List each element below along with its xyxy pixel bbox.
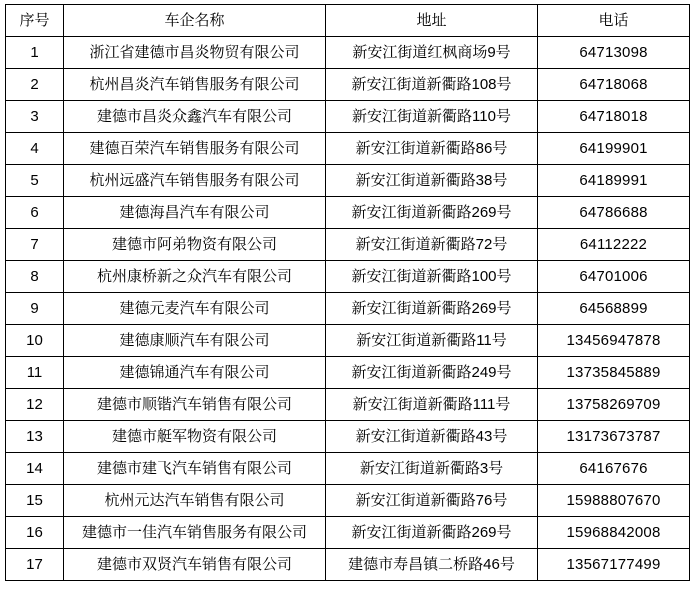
cell-phone: 64189991 [538, 165, 690, 197]
cell-company-name: 浙江省建德市昌炎物贸有限公司 [64, 37, 326, 69]
cell-index: 11 [6, 357, 64, 389]
table-row [6, 389, 690, 421]
cell-index: 7 [6, 229, 64, 261]
column-header-phone: 电话 [538, 5, 690, 37]
cell-index: 13 [6, 421, 64, 453]
cell-index: 14 [6, 453, 64, 485]
cell-address: 新安江街道新衢路38号 [326, 165, 538, 197]
cell-company-name: 建德海昌汽车有限公司 [64, 197, 326, 229]
cell-company-name: 建德市双贤汽车销售有限公司 [64, 549, 326, 581]
cell-phone: 13456947878 [538, 325, 690, 357]
cell-company-name: 建德市建飞汽车销售有限公司 [64, 453, 326, 485]
cell-address: 新安江街道新衢路72号 [326, 229, 538, 261]
cell-company-name: 杭州远盛汽车销售服务有限公司 [64, 165, 326, 197]
cell-phone: 64718068 [538, 69, 690, 101]
cell-index: 3 [6, 101, 64, 133]
column-header-company-name: 车企名称 [64, 5, 326, 37]
cell-phone: 64199901 [538, 133, 690, 165]
table-row [6, 133, 690, 165]
cell-index: 17 [6, 549, 64, 581]
table-row [6, 197, 690, 229]
cell-company-name: 建德市顺锴汽车销售有限公司 [64, 389, 326, 421]
table-header-row [6, 5, 690, 37]
cell-company-name: 建德市一佳汽车销售服务有限公司 [64, 517, 326, 549]
cell-address: 新安江街道新衢路11号 [326, 325, 538, 357]
cell-company-name: 建德市昌炎众鑫汽车有限公司 [64, 101, 326, 133]
cell-index: 10 [6, 325, 64, 357]
cell-company-name: 建德锦通汽车有限公司 [64, 357, 326, 389]
cell-index: 12 [6, 389, 64, 421]
cell-address: 新安江街道新衢路269号 [326, 293, 538, 325]
cell-address: 新安江街道新衢路110号 [326, 101, 538, 133]
cell-address: 新安江街道新衢路108号 [326, 69, 538, 101]
table-row [6, 101, 690, 133]
cell-phone: 64718018 [538, 101, 690, 133]
cell-phone: 13735845889 [538, 357, 690, 389]
cell-index: 8 [6, 261, 64, 293]
cell-address: 新安江街道红枫商场9号 [326, 37, 538, 69]
cell-address: 新安江街道新衢路100号 [326, 261, 538, 293]
cell-company-name: 杭州元达汽车销售有限公司 [64, 485, 326, 517]
cell-index: 9 [6, 293, 64, 325]
cell-company-name: 杭州康桥新之众汽车有限公司 [64, 261, 326, 293]
cell-index: 1 [6, 37, 64, 69]
cell-address: 新安江街道新衢路269号 [326, 197, 538, 229]
cell-phone: 15988807670 [538, 485, 690, 517]
cell-address: 新安江街道新衢路43号 [326, 421, 538, 453]
cell-company-name: 建德元麦汽车有限公司 [64, 293, 326, 325]
table-row [6, 69, 690, 101]
cell-phone: 64568899 [538, 293, 690, 325]
cell-phone: 13567177499 [538, 549, 690, 581]
table-row [6, 485, 690, 517]
cell-phone: 64786688 [538, 197, 690, 229]
cell-index: 4 [6, 133, 64, 165]
cell-phone: 13173673787 [538, 421, 690, 453]
table-row [6, 325, 690, 357]
table-row [6, 453, 690, 485]
table-row [6, 293, 690, 325]
table-row [6, 261, 690, 293]
cell-address: 新安江街道新衢路249号 [326, 357, 538, 389]
cell-address: 新安江街道新衢路76号 [326, 485, 538, 517]
cell-index: 16 [6, 517, 64, 549]
cell-address: 新安江街道新衢路3号 [326, 453, 538, 485]
cell-index: 5 [6, 165, 64, 197]
cell-phone: 64713098 [538, 37, 690, 69]
table-row [6, 517, 690, 549]
dealer-table [5, 4, 690, 581]
table-body [6, 37, 690, 581]
table-row [6, 549, 690, 581]
cell-phone: 13758269709 [538, 389, 690, 421]
cell-company-name: 建德市阿弟物资有限公司 [64, 229, 326, 261]
cell-company-name: 建德百荣汽车销售服务有限公司 [64, 133, 326, 165]
cell-address: 新安江街道新衢路269号 [326, 517, 538, 549]
cell-address: 新安江街道新衢路86号 [326, 133, 538, 165]
cell-phone: 15968842008 [538, 517, 690, 549]
cell-phone: 64112222 [538, 229, 690, 261]
table-row [6, 357, 690, 389]
cell-address: 新安江街道新衢路111号 [326, 389, 538, 421]
cell-address: 建德市寿昌镇二桥路46号 [326, 549, 538, 581]
column-header-address: 地址 [326, 5, 538, 37]
cell-phone: 64701006 [538, 261, 690, 293]
table-row [6, 165, 690, 197]
table-row [6, 229, 690, 261]
cell-company-name: 杭州昌炎汽车销售服务有限公司 [64, 69, 326, 101]
cell-index: 6 [6, 197, 64, 229]
cell-index: 15 [6, 485, 64, 517]
cell-company-name: 建德市艇军物资有限公司 [64, 421, 326, 453]
column-header-index: 序号 [6, 5, 64, 37]
cell-company-name: 建德康顺汽车有限公司 [64, 325, 326, 357]
cell-index: 2 [6, 69, 64, 101]
table-row [6, 37, 690, 69]
table-row [6, 421, 690, 453]
cell-phone: 64167676 [538, 453, 690, 485]
